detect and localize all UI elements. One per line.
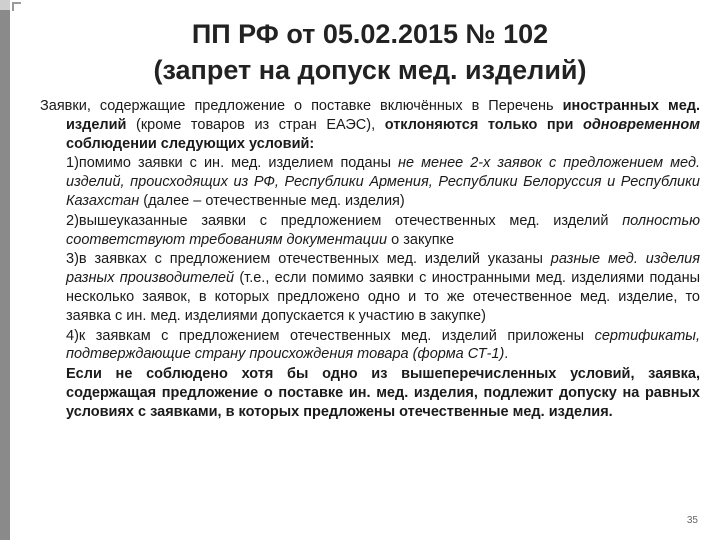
condition-2-b: полностью соответствуют требованиям документации bbox=[66, 212, 700, 248]
intro-paragraph bbox=[40, 97, 700, 153]
slide-body bbox=[40, 97, 700, 423]
condition-2-a: 2)вышеуказанные заявки с предложением отечественных мед. изделий bbox=[66, 212, 623, 229]
condition-3-c: (т.е., если помимо заявки с иностранными мед. изделиями поданы несколько заявок, в которых предложено одно и то же отечественное мед. изделие, то заявка с ин. мед. изделиями допускается к участию в закупке) bbox=[66, 270, 701, 324]
condition-1 bbox=[40, 154, 700, 210]
condition-2 bbox=[40, 212, 700, 250]
left-accent-bar bbox=[0, 0, 10, 540]
conclusion-paragraph bbox=[40, 365, 700, 421]
condition-1-c: (далее – отечественные мед. изделия) bbox=[139, 192, 405, 209]
intro-part-1: Заявки, содержащие предложение о поставке bbox=[40, 98, 372, 114]
intro-part-4: (кроме товаров из стран ЕАЭС), bbox=[126, 116, 385, 133]
intro-part-5: отклоняются только при bbox=[384, 116, 583, 133]
condition-4-a: 4)к заявкам с предложением отечественных мед. изделий приложены bbox=[66, 327, 595, 344]
condition-3-b: разные мед. изделия разных производителей bbox=[66, 251, 700, 287]
title-line-1: ПП РФ от 05.02.2015 № 102 bbox=[191, 19, 549, 49]
intro-part-6: одновременном bbox=[582, 116, 700, 133]
condition-1-b: не менее 2-х заявок с предложением мед. изделий, происходящих из РФ, Республики Армения, Республики Белоруссия и Республики Казахстан bbox=[66, 155, 700, 209]
slide-title bbox=[30, 16, 710, 88]
condition-4-b: сертификаты, подтверждающие страну происхождения товара (форма СТ-1) bbox=[66, 327, 700, 363]
intro-part-7: соблюдении следующих условий: bbox=[66, 135, 315, 152]
conclusion-b: заявками bbox=[150, 403, 218, 420]
condition-3 bbox=[40, 250, 700, 325]
intro-part-3: иностранных мед. изделий bbox=[66, 98, 700, 133]
corner-decoration bbox=[0, 0, 10, 10]
title-line-2: (запрет на допуск мед. изделий) bbox=[153, 55, 587, 85]
intro-part-2: включённых в Перечень bbox=[371, 98, 563, 114]
conclusion-a: Если не соблюдено хотя бы одно из вышеперечисленных условий, заявка, содержащая предложение о поставке ин. мед. изделия, подлежит допуску на равных условиях с bbox=[66, 366, 700, 420]
condition-1-a: 1)помимо заявки с ин. мед. изделием поданы bbox=[66, 155, 399, 172]
conclusion-c: , в которых предложены отечественные мед. изделия. bbox=[217, 403, 613, 420]
condition-3-a: 3)в заявках с предложением отечественных мед. изделий указаны bbox=[66, 251, 551, 268]
corner-mark-icon bbox=[12, 2, 21, 11]
page-number: 35 bbox=[686, 515, 698, 526]
condition-4 bbox=[40, 327, 700, 365]
condition-4-c: . bbox=[504, 346, 509, 363]
condition-2-c: о закупке bbox=[387, 231, 455, 248]
